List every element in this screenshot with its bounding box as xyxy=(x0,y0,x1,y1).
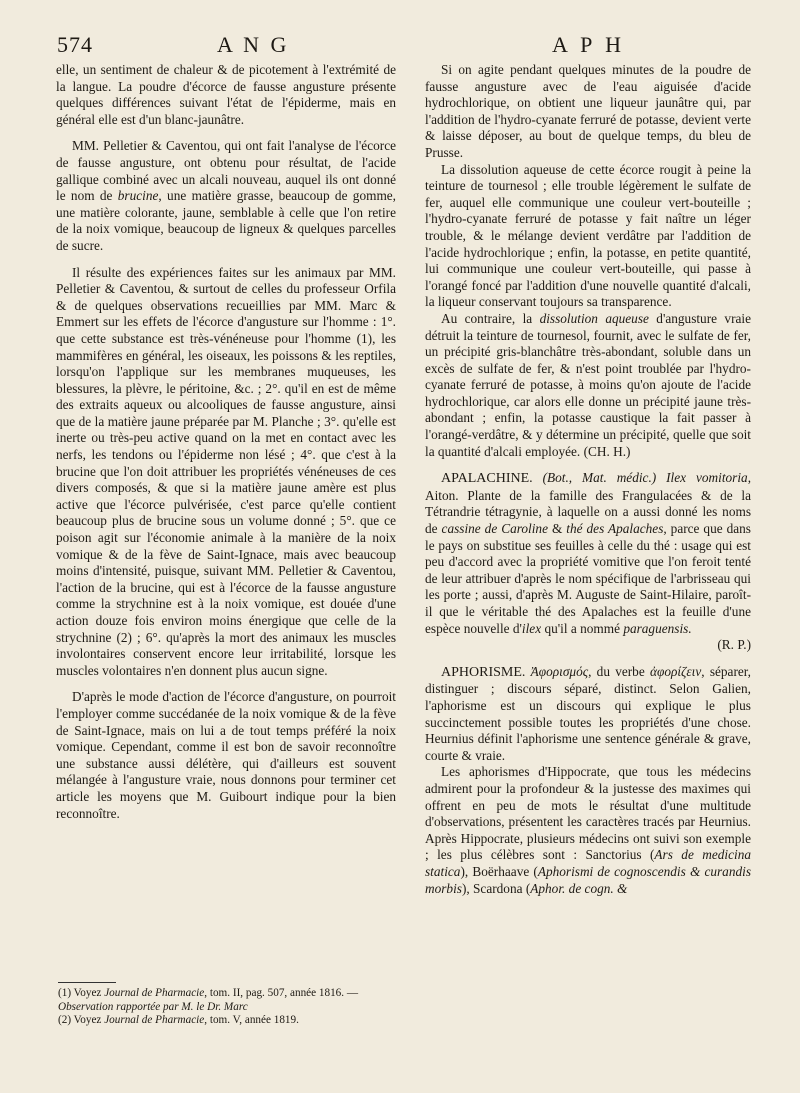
footnote: (2) Voyez Journal de Pharmacie, tom. V, année 1819. xyxy=(58,1014,299,1026)
running-head-left: A N G xyxy=(217,32,290,57)
paragraph: MM. Pelletier & Caventou, qui ont fait l'analyse de l'écorce de fausse angusture, ont obtenu pour résultat, de l'acide gallique combiné avec un alcali nouveau, auquel ils ont donné le nom de brucine, une matière grasse, beaucoup de gomme, une matière colorante, jaune, semblable à celle que l'on retire de la noix vomique, beaucoup de ligneux & quelques parcelles de sucre. xyxy=(56,138,397,253)
paragraph: La dissolution aqueuse de cette écorce rougit à peine la teinture de tournesol ; elle trouble légèrement le sulfate de fer, auquel elle communique une couleur vert-bouteille ; l'hydro-cyanate ferruré de potasse y fait naître un léger trouble, & le mélange devient verdâtre par l'addition de l'acide hydrochlorique ; enfin, la potasse, en petite quantité, lui communique une couleur vert-bouteille, qui passe à l'orangé foncé par l'addition d'une nouvelle quantité d'alcali, la liqueur conservant toujours sa transparence. xyxy=(425,161,751,310)
signature: (R. P.) xyxy=(717,637,751,653)
footnote-rule xyxy=(58,982,116,983)
entry-apalachine: APALACHINE. (Bot., Mat. médic.) Ilex vomitoria, Aiton. Plante de la famille des Frangulacées & de la Tétrandrie tétragynie, à laquelle on a aussi donné les noms de cassine de Caroline & thé des Apalaches, parce que dans le pays on substitue ses feuilles à celle du thé : usage qui est peu d'accord avec la propriété vomitive que l'on feroit tenté de leur attribuer d'après le nom spécifique de l'arbrisseau qui les porte ; aussi, d'après M. Auguste de Saint-Hilaire, paroît-il que le véritable thé des Apalaches est la feuille d'une espèce nouvelle d'ilex qu'il a nommé paraguensis. xyxy=(425,470,752,636)
paragraph: D'après le mode d'action de l'écorce d'angusture, on pourroit l'employer comme succédanée de la noix vomique & de la fève de Saint-Ignace, mais on lui a de tout temps préféré la noix vomique. Cependant, comme il est bon de savoir reconnoître une substance aussi délétère, qui d'ailleurs est souvent mélangée à l'angusture vraie, nous donnons pour terminer cet article les moyens que M. Guibourt indique pour la bien reconnoître. xyxy=(56,689,396,821)
headword: APALACHINE. xyxy=(441,471,533,487)
right-column xyxy=(425,62,751,897)
left-column xyxy=(56,62,396,822)
term-brucine: brucine xyxy=(117,188,159,204)
page-number: 574 xyxy=(57,32,93,57)
greek-word: Ἀφορισμός xyxy=(530,663,589,679)
paragraph: Les aphorismes d'Hippocrate, que tous les médecins admirent pour la profondeur & la justesse des maximes qui offrent en peu de mots le résultat d'une multitude d'observations, présentent les caractères tracés par Heurnius. Après Hippocrate, plusieurs médecins ont suivi son exemple ; les plus célèbres sont : Sanctorius (Ars de medicina statica), Boërhaave (Aphorismi de cognoscendis & curandis morbis), Scardona (Aphor. de cogn. & xyxy=(425,764,751,896)
paragraph: elle, un sentiment de chaleur & de picotement à l'extrémité de la langue. La poudre d'écorce de fausse angusture présente quelques différences suivant l'état de l'épiderme, mais en général elle est d'un blanc-jaunâtre. xyxy=(56,62,396,127)
entry-aphorisme: APHORISME. Ἀφορισμός, du verbe ἀφορίζειν, séparer, distinguer ; discours séparé, distinct. Selon Galien, l'aphorisme est un discours qui explique le plus succinctement possible toutes les propriétés d'une chose. Heurnius définit l'aphorisme une sentence générale & grave, courte & vraie. xyxy=(425,663,751,763)
paragraph: Au contraire, la dissolution aqueuse d'angusture vraie détruit la teinture de tournesol, fournit, avec le sulfate de fer, un précipité gris-blanchâtre très-abondant, soluble dans un excès de sulfate de fer, & n'est point troublée par l'hydro-cyanate ferruré de potasse, à moins qu'on ajoute de l'acide hydrochlorique, car alors elle donne un précipité jaune très-abondant ; enfin, la potasse caustique la fait passer à l'orangé-verdâtre, & y détermine un précipité, quelle que soit la quantité d'alcali employée. (CH. H.) xyxy=(425,310,751,459)
paragraph: Il résulte des expériences faites sur les animaux par MM. Pelletier & Caventou, & surtout de celles du professeur Orfila & de quelques observations recueillies par MM. Marc & Emmert sur les effets de l'écorce d'angusture sur l'homme : 1°. que cette substance est très-vénéneuse pour l'homme (1), les mammifères en général, les oiseaux, les poissons & les reptiles, lorsqu'on l'applique sur les membranes muqueuses, les blessures, la plèvre, le péritoine, &c. ; 2°. qu'il en est de même des extraits aqueux ou alcooliques de fausse angusture, ainsi que de la matière jaune préparée par M. Planche ; 3°. qu'elle est inerte ou très-peu active quand on la met en contact avec les nerfs, les tendons ou l'épiderme non lésé ; 4°. que c'est à la brucine que l'on doit attribuer les propriétés vénéneuses de ces divers composés, & que si la matière jaune amère est plus active que l'écorce pulvérisée, c'est parce qu'elle contient beaucoup plus de brucine sous un volume donné ; 5°. que ce poison agit sur l'économie animale à la manière de la noix vomique & de la fève de Saint-Ignace, mais avec beaucoup moins d'intensité, puisque, suivant MM. Pelletier & Caventou, l'action de la brucine, qui est à l'écorce de la fausse angusture comme la strychnine est à la noix vomique, est douée d'une action douze fois environ moins énergique que celle de la strychnine (2) ; 6°. qu'après la mort des animaux les muscles involontaires conservent encore leur irritabilité, lorsque les muscles volontaires n'en donnent plus aucun signe. xyxy=(56,264,396,678)
footnote: (1) Voyez Journal de Pharmacie, tom. II, pag. 507, année 1816. — Observation rapportée par M. le Dr. Marc xyxy=(58,987,359,1013)
running-head-right: A P H xyxy=(552,32,625,57)
footnotes xyxy=(58,987,403,1028)
paragraph: Si on agite pendant quelques minutes de la poudre de fausse angusture avec de l'eau aiguisée d'acide hydrochlorique, on obtient une liqueur jaunâtre qui, par l'addition de l'hydro-cyanate ferruré de potasse, devient verte & laisse déposer, au bout de quelque temps, du bleu de Prusse. xyxy=(425,62,751,160)
headword: APHORISME. xyxy=(441,664,526,680)
signature: (CH. H.) xyxy=(583,443,631,459)
greek-word: ἀφορίζειν xyxy=(649,663,702,679)
